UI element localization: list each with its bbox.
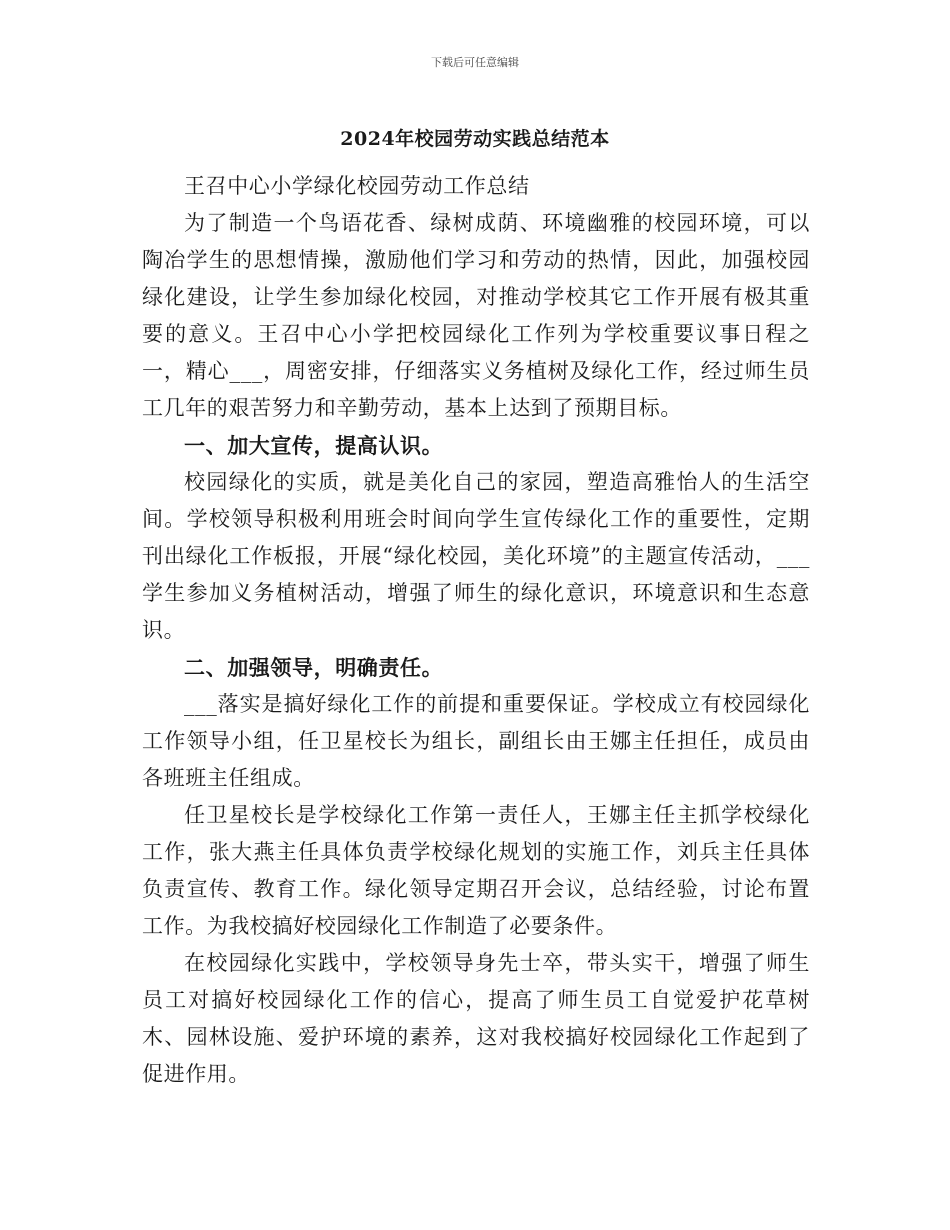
body-paragraph: 为了制造一个鸟语花香、绿树成荫、环境幽雅的校园环境，可以陶冶学生的思想情操，激励他们学习和劳动的热情，因此，加强校园绿化建设，让学生参加绿化校园，对推动学校其它工作开展有极其重要的意义。王召中心小学把校园绿化工作列为学校重要议事日程之一，精心___，周密安排，仔细落实义务植树及绿化工作，经过师生员工几年的艰苦努力和辛勤劳动，基本上达到了预期目标。 bbox=[142, 211, 810, 420]
body-paragraph: ___落实是搞好绿化工作的前提和重要保证。学校成立有校园绿化工作领导小组，任卫星校长为组长，副组长由王娜主任担任，成员由各班班主任组成。 bbox=[142, 692, 810, 790]
body-paragraph: 任卫星校长是学校绿化工作第一责任人，王娜主任主抓学校绿化工作，张大燕主任具体负责学校绿化规划的实施工作，刘兵主任具体负责宣传、教育工作。绿化领导定期召开会议，总结经验，讨论布置工作。为我校搞好校园绿化工作制造了必要条件。 bbox=[142, 803, 810, 938]
document-body bbox=[142, 168, 810, 1093]
document-title: 2024年校园劳动实践总结范本 bbox=[340, 128, 610, 150]
body-paragraph: 校园绿化的实质，就是美化自己的家园，塑造高雅怡人的生活空间。学校领导积极利用班会时间向学生宣传绿化工作的重要性，定期刊出绿化工作板报，开展“绿化校园，美化环境”的主题宣传活动，___学生参加义务植树活动，增强了师生的绿化意识，环境意识和生态意识。 bbox=[142, 470, 810, 642]
header-note: 下载后可任意编辑 bbox=[431, 56, 519, 69]
subtitle-paragraph: 王召中心小学绿化校园劳动工作总结 bbox=[184, 174, 530, 198]
section-heading-1: 一、加大宣传，提高认识。 bbox=[184, 433, 444, 458]
body-paragraph: 在校园绿化实践中，学校领导身先士卒，带头实干，增强了师生员工对搞好校园绿化工作的信心，提高了师生员工自觉爱护花草树木、园林设施、爱护环境的素养，这对我校搞好校园绿化工作起到了促进作用。 bbox=[142, 951, 810, 1086]
section-heading-2: 二、加强领导，明确责任。 bbox=[184, 655, 444, 680]
